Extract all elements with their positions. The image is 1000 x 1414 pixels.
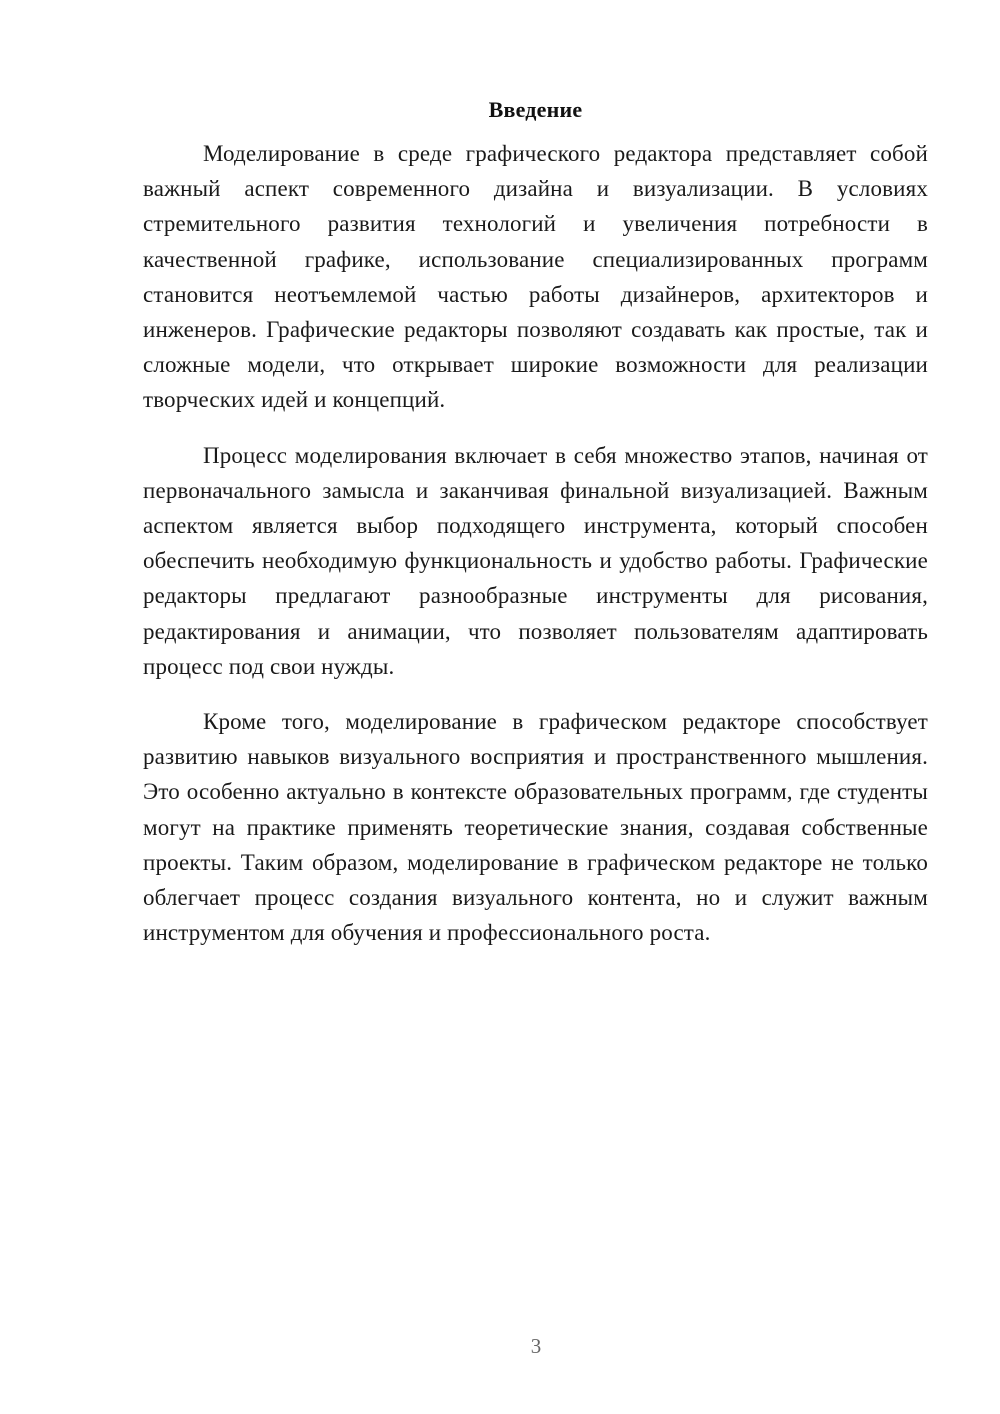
paragraph-2: Процесс моделирования включает в себя множество этапов, начиная от первоначального замысла и заканчивая финальной визуализацией. Важным аспектом является выбор подходящего инструмента, который способен обеспечить необходимую функциональность и удобство работы. Графические редакторы предлагают разнообразные инструменты для рисования, редактирования и анимации, что позволяет пользователям адаптировать процесс под свои нужды. — [143, 442, 928, 679]
page-number: 3 — [530, 1334, 542, 1358]
paragraph-1: Моделирование в среде графического редактора представляет собой важный аспект современного дизайна и визуализации. В условиях стремительного развития технологий и увеличения потребности в качественной графике, использование специализированных программ становится неотъемлемой частью работы дизайнеров, архитекторов и инженеров. Графические редакторы позволяют создавать как простые, так и сложные модели, что открывает широкие возможности для реализации творческих идей и концепций. — [143, 141, 928, 413]
section-heading: Введение — [488, 97, 583, 122]
page-content — [143, 92, 928, 970]
paragraph-3: Кроме того, моделирование в графическом редакторе способствует развитию навыков визуального восприятия и пространственного мышления. Это особенно актуально в контексте образовательных программ, где студенты могут на практике применять теоретические знания, создавая собственные проекты. Таким образом, моделирование в графическом редакторе не только облегчает процесс создания визуального контента, но и служит важным инструментом для обучения и профессионального роста. — [143, 709, 928, 946]
